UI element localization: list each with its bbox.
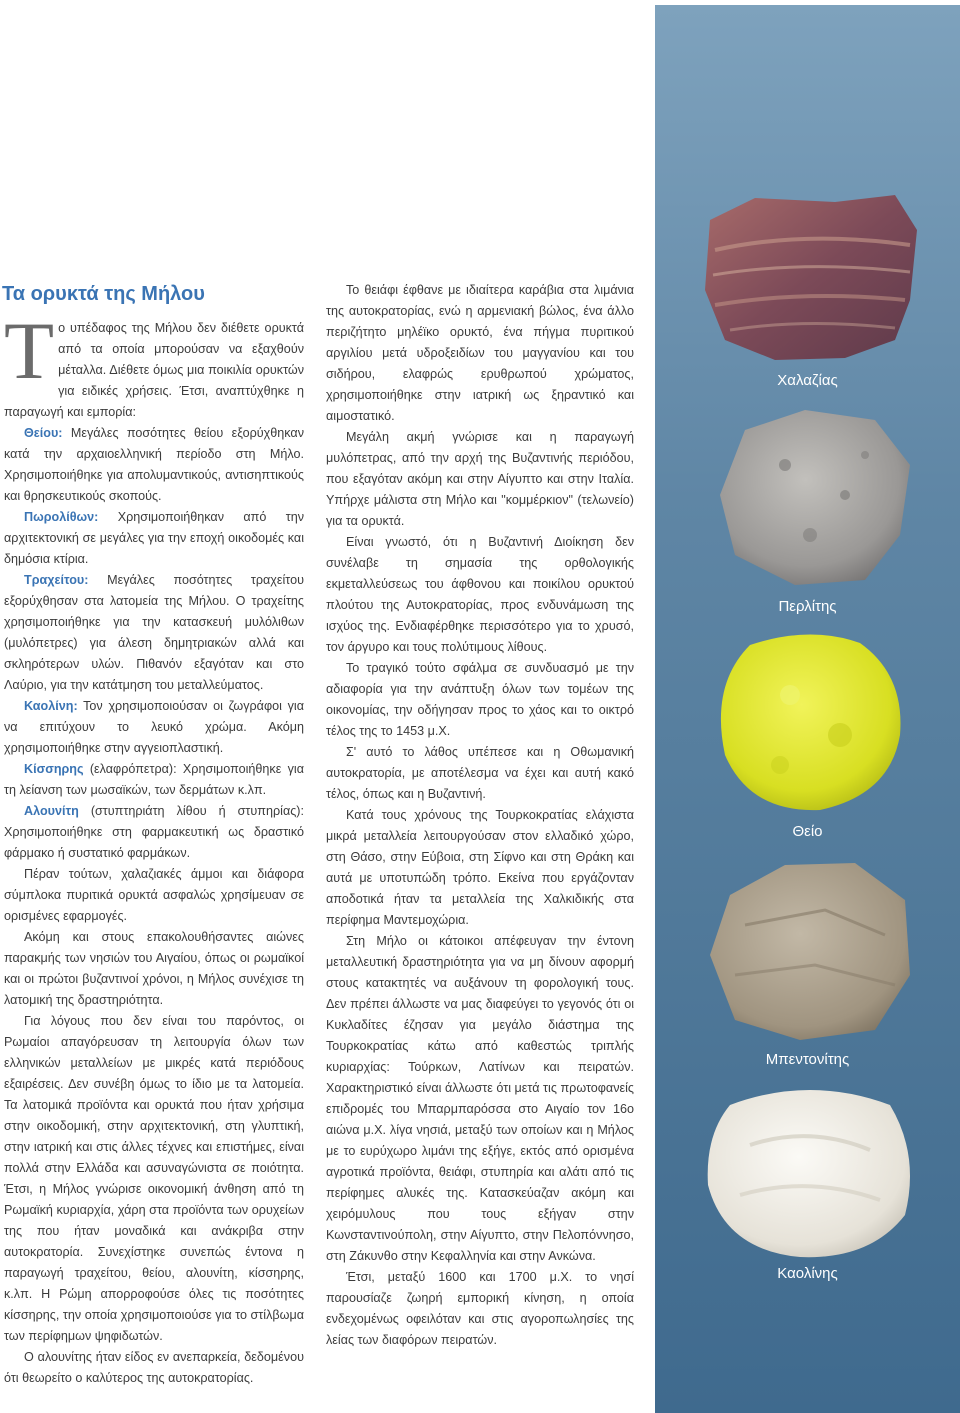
mineral-desc: Μεγάλες ποσότητες θείου εξορύχθηκαν κατά την αρχαιοελληνική περίοδο στη Μήλο. Χρησιμοποιήθηκε για απολυμαντικούς, αντισηπτικούς και θρησκευτικούς σκοπούς. bbox=[4, 426, 304, 503]
bentonite-label: Μπεντονίτης bbox=[765, 1051, 850, 1068]
left-column bbox=[4, 305, 304, 1389]
mineral-desc: (ελαφρόπετρα): Χρησιμοποιήθηκε για τη λείανση των μωσαϊκών, των δερμάτων κ.λπ. bbox=[4, 762, 304, 797]
body-paragraph: Πέραν τούτων, χαλαζιακές άμμοι και διάφορα σύμπλοκα πυριτικά ορυκτά ασφαλώς χρησίμευαν σε ορισμένες εφαρμογές. bbox=[4, 867, 304, 923]
perlite-label: Περλίτης bbox=[778, 598, 837, 615]
mineral-desc: Χρησιμοποιήθηκαν από την αρχιτεκτονική σε μεγάλες για την εποχή οικοδομές και δημόσια κτίρια. bbox=[4, 510, 304, 566]
quartz-sample-image bbox=[695, 190, 925, 365]
quartz-label: Χαλαζίας bbox=[777, 372, 838, 389]
mineral-item-kaolin bbox=[4, 696, 304, 759]
mineral-item-alunite bbox=[4, 801, 304, 864]
mineral-name: Τραχείτου: bbox=[24, 573, 89, 587]
mineral-item-sulfur bbox=[4, 423, 304, 507]
intro-paragraph bbox=[4, 305, 304, 423]
right-column bbox=[326, 280, 634, 1351]
body-paragraph: Για λόγους που δεν είναι του παρόντος, οι Ρωμαίοι απαγόρευσαν τη λειτουργία όλων των ελληνικών μεταλλείων με μικρές κατά περιόδους εξαιρέσεις. Δεν συνέβη όμως το ίδιο με τα λατομεία. Τα λατομικά προϊόντα και ορυκτά που ήταν χρήσιμα στην οικοδομική, στην αρχιτεκτονική, στη γλυπτική, στην ιατρική και στις άλλες τέχνες και επιστήμες, είναι πολλά στην Ελλάδα και ασυναγώνιστα σε ποιότητα. Έτσι, η Μήλος γνώρισε οικονομική άνθηση από τη Ρωμαϊκή κυριαρχία, χάρη στα προϊόντα των ορυχείων της που ήταν μοναδικά και ανάκριβα στην αυτοκρατορία. Συνεχίστηκε συνεπώς έντονα η παραγωγή τραχείτου, θείου, αλουνίτη, κίσσηρης, κ.λπ. Η Ρώμη απορροφούσε όλες τις ποσότητες κίσσηρης, την οποία χρησιμοποιούσε για το στίλβωμα των περίφημων ψηφιδωτών. bbox=[4, 1014, 304, 1343]
body-paragraph: Το τραγικό τούτο σφάλμα σε συνδυασμό με την αδιαφορία για την ανάπτυξη όλων των τομέων της οικονομίας, την οδήγησαν προς το χάος και το οικτρό τέλος της το 1453 μ.Χ. bbox=[326, 661, 634, 738]
body-paragraph: Στη Μήλο οι κάτοικοι απέφευγαν την έντονη μεταλλευτική δραστηριότητα για να μη δίνουν αφορμή στους κατακτητές να αυξάνουν τη φορολογική τους. Δεν πρέπει άλλωστε να μας διαφεύγει το γεγονός ότι οι Κυκλαδίτες έζησαν για μεγάλο διάστημα της Τουρκοκρατίας κάτω από καθεστώς τριπλής κυριαρχίας: Τούρκων, Λατίνων και πειρατών. Χαρακτηριστικό είναι άλλωστε ότι μετά τις πρωτοφανείς επιδρομές του Μπαρμπαρόσσα στο Αιγαίο τον 16ο αιώνα μ.Χ. λίγα νησιά, μεταξύ των οποίων και η Μήλος με το ευρύχωρο λιμάνι της εξήγε, εκτός από ορισμένα αγροτικά προϊόντα, θειάφι, στυπηρία και αλάτι από τις περίφημες αλυκές της. Κατασκεύαζαν ακόμη και χειρόμυλους που τους εξήγαν στην Κωνσταντινούπολη, στην Αίγυπτο, στην Πελοπόννησο, στη Ζάκυνθο στην Κεφαλληνία και στην Ανκώνα. bbox=[326, 934, 634, 1263]
intro-text: ο υπέδαφος της Μήλου δεν διέθετε ορυκτά από τα οποία μπορούσαν να εξαχθούν μέταλλα. Διέθετε όμως μια ποικιλία ορυκτών για ειδικές χρήσεις. Έτσι, αναπτύχθηκε η παραγωγή και εμπορία: bbox=[4, 321, 304, 419]
body-paragraph: Ο αλουνίτης ήταν είδος εν ανεπαρκεία, δεδομένου ότι θεωρείτο ο καλύτερος της αυτοκρατορίας. bbox=[4, 1350, 304, 1385]
bentonite-sample-image bbox=[705, 855, 915, 1045]
mineral-name: Πωρολίθων: bbox=[24, 510, 99, 524]
mineral-desc: Μεγάλες ποσότητες τραχείτου εξορύχθησαν στα λατομεία της Μήλου. Ο τραχείτης χρησιμοποιήθηκε για την κατασκευή μυλόλιθων (μυλόπετρες) για άλεση δημητριακών αλλά και σκληρότερων υλών. Πιθανόν εξαγόταν και στο Λαύριο, για την κατάτμηση του μεταλλεύματος. bbox=[4, 573, 304, 692]
mineral-name: Κίσσηρης bbox=[24, 762, 84, 776]
mineral-item-poros bbox=[4, 507, 304, 570]
sulfur-sample-image bbox=[710, 625, 910, 815]
sulfur-label: Θείο bbox=[792, 823, 823, 840]
body-paragraph: Είναι γνωστό, ότι η Βυζαντινή Διοίκηση δεν συνέλαβε τη σημασία της ορθολογικής εκμεταλλεύσεως του άφθονου και ποικίλου ορυκτού πλούτου της Αυτοκρατορίας, προς ενδυνάμωση της ισχύος της. Ενδιαφέρθηκε περισσότερο για το χρυσό, τον άργυρο και τους πολύτιμους λίθους. bbox=[326, 535, 634, 654]
page-title: Τα ορυκτά της Μήλου bbox=[2, 283, 205, 305]
body-paragraph: Ακόμη και στους επακολουθήσαντες αιώνες παρακμής των νησιών του Αιγαίου, όπως οι ρωμαϊκοί και οι πρώτοι βυζαντινοί χρόνοι, η Μήλος συνέχισε τη λατομική της δραστηριότητα. bbox=[4, 930, 304, 1007]
perlite-sample-image bbox=[715, 405, 915, 590]
mineral-item-trachyte bbox=[4, 570, 304, 696]
mineral-name: Καολίνη: bbox=[24, 699, 78, 713]
mineral-desc: (στυπτηριάτη λίθου ή στυπηρίας): Χρησιμοποιήθηκε στη φαρμακευτική ως δραστικό φάρμακο ή συστατικό φαρμάκων. bbox=[4, 804, 304, 860]
body-paragraph: Σ' αυτό το λάθος υπέπεσε και η Οθωμανική αυτοκρατορία, με αποτέλεσμα να έχει και αυτή κακό τέλος, όπως και η Βυζαντινή. bbox=[326, 745, 634, 801]
body-paragraph: Κατά τους χρόνους της Τουρκοκρατίας ελάχιστα μικρά μεταλλεία λειτουργούσαν στον ελλαδικό χώρο, στη Θάσο, στην Εύβοια, στη Σίφνο και στη Θράκη και αυτά με υποτυπώδη τρόπο. Εκείνα που εργάζονταν αποδοτικά ήταν τα μεταλλεία της Χαλκιδικής στα περίφημα Μαντεμοχώρια. bbox=[326, 808, 634, 927]
kaolin-sample-image bbox=[700, 1075, 920, 1260]
body-paragraph: Μεγάλη ακμή γνώρισε και η παραγωγή μυλόπετρας, από την αρχή της Βυζαντινής περιόδου, που εξαγόταν ακόμη και στην Αίγυπτο και στην Ιταλία. Υπήρχε μάλιστα στη Μήλο και "κομμέρκιον" (τελωνείο) για τα ορυκτά. bbox=[326, 430, 634, 528]
drop-cap: Τ bbox=[4, 305, 55, 396]
mineral-desc: Τον χρησιμοποιούσαν οι ζωγράφοι για να επιτύχουν το λευκό χρώμα. Ακόμη χρησιμοποιήθηκε στην αγγειοπλαστική. bbox=[4, 699, 304, 755]
body-paragraph: Το θειάφι έφθανε με ιδιαίτερα καράβια στα λιμάνια της αυτοκρατορίας, ενώ η αρμενιακή βώλος, ένα άλλο περιζήτητο μηλέϊκο ορυκτό, ένα πήγμα πυριτικού αργιλίου μετά υδροξειδίων του μαγγανίου και του σιδήρου, ελαφρώς ερυθρωπού χρώματος, χρησιμοποιήθηκε στην ιατρική ως ξηραντικό και αιμοστατικό. bbox=[326, 283, 634, 423]
minerals-sidebar bbox=[655, 5, 960, 1413]
body-paragraph: Έτσι, μεταξύ 1600 και 1700 μ.Χ. το νησί παρουσίαζε ζωηρή εμπορική κίνηση, η οποία ενδεχομένως οφειλόταν και στις αγοροπωλησίες της λείας των διαφόρων πειρατών. bbox=[326, 1270, 634, 1347]
mineral-name: Αλουνίτη bbox=[24, 804, 79, 818]
mineral-name: Θείου: bbox=[24, 426, 63, 440]
mineral-item-pumice bbox=[4, 759, 304, 801]
kaolin-label: Καολίνης bbox=[777, 1265, 838, 1282]
